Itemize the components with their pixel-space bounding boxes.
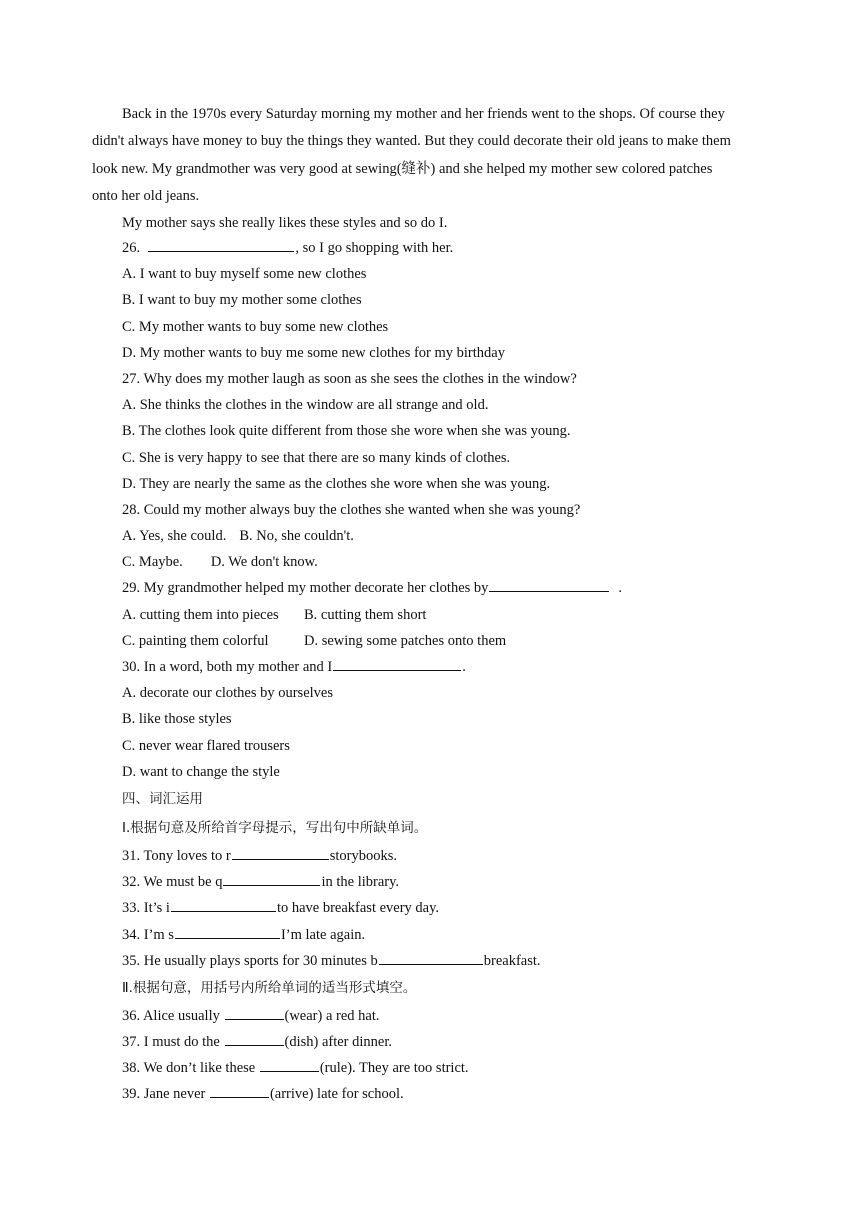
question-37 (122, 1029, 762, 1055)
answer-blank[interactable] (175, 923, 280, 939)
question-29 (122, 575, 762, 601)
answer-blank[interactable] (223, 870, 320, 886)
question-text: , so I go shopping with her. (295, 240, 454, 256)
option-28-a[interactable]: A. Yes, she could. (122, 528, 227, 545)
option-27-d[interactable]: D. They are nearly the same as the clothes she wore when she was young. (122, 475, 551, 492)
question-27: 27. Why does my mother laugh as soon as she sees the clothes in the window? (122, 370, 577, 387)
option-27-c[interactable]: C. She is very happy to see that there are so many kinds of clothes. (122, 449, 511, 466)
answer-blank[interactable] (260, 1056, 319, 1072)
option-29-a[interactable]: A. cutting them into pieces (122, 606, 279, 623)
question-35 (122, 948, 762, 974)
answer-blank[interactable] (489, 576, 609, 592)
option-28-d[interactable]: D. We don't know. (210, 554, 318, 571)
option-26-a[interactable]: A. I want to buy myself some new clothes (122, 266, 367, 283)
option-28-b[interactable]: B. No, she couldn't. (239, 528, 354, 545)
question-32 (122, 869, 762, 895)
question-36 (122, 1003, 762, 1029)
answer-blank[interactable] (171, 896, 276, 912)
question-33 (122, 895, 762, 921)
question-text: 33. It’s i (122, 900, 170, 917)
answer-blank[interactable] (232, 844, 329, 860)
question-text: 37. I must do the (122, 1034, 224, 1051)
reading-passage (92, 101, 732, 237)
answer-blank[interactable] (379, 949, 483, 965)
question-text: 34. I’m s (122, 926, 174, 943)
option-29-d[interactable]: D. sewing some patches onto them (304, 632, 507, 649)
answer-blank[interactable] (333, 655, 461, 671)
option-30-b[interactable]: B. like those styles (122, 711, 232, 728)
options-29-row-2 (122, 628, 762, 654)
option-30-c[interactable]: C. never wear flared trousers (122, 737, 290, 754)
question-text: 35. He usually plays sports for 30 minutes b (122, 952, 378, 969)
question-text-end: to have breakfast every day. (276, 900, 440, 917)
option-27-b[interactable]: B. The clothes look quite different from those she wore when she was young. (122, 423, 571, 440)
option-26-b[interactable]: B. I want to buy my mother some clothes (122, 292, 362, 309)
question-26 (122, 235, 762, 261)
question-text: 39. Jane never (122, 1086, 209, 1103)
question-31 (122, 843, 762, 869)
question-28: 28. Could my mother always buy the clothes she wanted when she was young? (122, 501, 581, 518)
options-29-row-1 (122, 602, 762, 628)
answer-blank[interactable] (225, 1030, 284, 1046)
question-text: 36. Alice usually (122, 1007, 224, 1024)
question-text: 32. We must be q (122, 874, 223, 891)
question-end: . (462, 659, 466, 675)
part-1-instructions: Ⅰ.根据句意及所给首字母提示，写出句中所缺单词。 (122, 819, 428, 836)
question-list (122, 235, 762, 1108)
passage-paragraph-1: Back in the 1970s every Saturday morning my mother and her friends went to the shops. Of course they didn't always have money to buy the things they wanted. But they could decorate their old jeans to make them look new. My grandmother was very good at sewing(缝补) and she helped my mother sew colored patches onto her old jeans. (92, 106, 731, 204)
question-text: 31. Tony loves to r (122, 847, 231, 864)
answer-blank[interactable] (210, 1082, 269, 1098)
question-34 (122, 922, 762, 948)
question-text-end: breakfast. (483, 952, 541, 969)
option-30-a[interactable]: A. decorate our clothes by ourselves (122, 685, 333, 702)
options-28-row-2 (122, 549, 762, 575)
answer-blank[interactable] (225, 1004, 284, 1020)
option-29-b[interactable]: B. cutting them short (304, 606, 427, 623)
question-text-end: storybooks. (329, 847, 397, 864)
question-text: 38. We don’t like these (122, 1060, 259, 1077)
question-number: 26. (122, 240, 141, 256)
section-heading: 四、词汇运用 (122, 790, 203, 807)
question-text-end: (arrive) late for school. (269, 1086, 404, 1103)
question-text-end: (dish) after dinner. (284, 1034, 393, 1051)
question-text: 30. In a word, both my mother and I (122, 659, 333, 675)
option-26-d[interactable]: D. My mother wants to buy me some new clothes for my birthday (122, 344, 505, 361)
part-2-instructions: Ⅱ.根据句意，用括号内所给单词的适当形式填空。 (122, 979, 417, 996)
question-38 (122, 1055, 762, 1081)
option-29-c[interactable]: C. painting them colorful (122, 632, 269, 649)
question-text: 29. My grandmother helped my mother decorate her clothes by (122, 580, 489, 597)
question-39 (122, 1081, 762, 1107)
passage-paragraph-2: My mother says she really likes these styles and so do I. (122, 215, 448, 232)
question-text-end: (rule). They are too strict. (319, 1060, 469, 1077)
question-text-end: in the library. (321, 874, 400, 891)
question-end: . (618, 580, 623, 597)
question-text-end: I’m late again. (280, 926, 366, 943)
option-26-c[interactable]: C. My mother wants to buy some new clothes (122, 318, 389, 335)
option-27-a[interactable]: A. She thinks the clothes in the window are all strange and old. (122, 397, 489, 414)
options-28-row-1 (122, 523, 762, 549)
option-30-d[interactable]: D. want to change the style (122, 763, 280, 780)
question-30 (122, 654, 762, 680)
question-text-end: (wear) a red hat. (284, 1007, 380, 1024)
answer-blank[interactable] (148, 236, 294, 252)
option-28-c[interactable]: C. Maybe. (122, 554, 183, 571)
